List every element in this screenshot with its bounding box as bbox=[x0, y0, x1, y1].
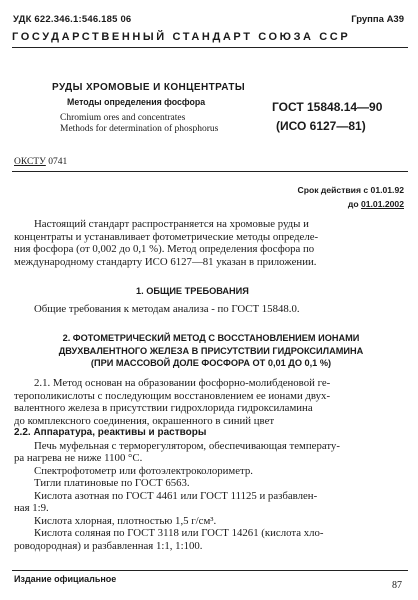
official-edition-label: Издание официальное bbox=[14, 574, 117, 584]
validity-from-label: Срок действия с bbox=[297, 185, 371, 195]
page-number: 87 bbox=[392, 580, 402, 591]
okstu-value: 0741 bbox=[48, 157, 68, 167]
english-title-line-1: Chromium ores and concentrates bbox=[60, 113, 186, 123]
section-2-1-line: до комплексного соединения, окрашенного в синий цвет bbox=[14, 414, 275, 427]
equipment-line: Спектрофотометр или фотоэлектроколориметр. bbox=[34, 464, 253, 477]
section-2-heading bbox=[14, 332, 408, 370]
english-title-line-2: Methods for determination of phosphorus bbox=[60, 124, 219, 134]
section-2-1-line: валентного железа в присутствии гидрохлорида гидроксиламина bbox=[14, 402, 313, 414]
gost-number: ГОСТ 15848.14—90 bbox=[272, 100, 383, 114]
gost-number-block bbox=[272, 98, 382, 136]
okstu-label: ОКСТУ bbox=[14, 157, 46, 167]
title-block-rule bbox=[12, 171, 408, 172]
validity-period bbox=[298, 183, 405, 211]
section-2-1-paragraph bbox=[14, 377, 408, 427]
equipment-line: Кислота хлорная, плотностью 1,5 г/см³. bbox=[34, 514, 217, 527]
equipment-line: Кислота соляная по ГОСТ 3118 или ГОСТ 14261 (кислота хло- bbox=[34, 527, 324, 539]
intro-paragraph bbox=[14, 218, 408, 268]
intro-line: Настоящий стандарт распространяется на хромовые руды и bbox=[34, 218, 309, 230]
group-code: Группа А39 bbox=[351, 14, 404, 25]
validity-from-date: 01.01.92 bbox=[370, 185, 404, 195]
equipment-line: ная 1:9. bbox=[14, 502, 49, 514]
section-1-text bbox=[14, 303, 408, 316]
validity-from bbox=[298, 183, 405, 197]
validity-to-label: до bbox=[347, 199, 361, 209]
equipment-line: ра нагрева не ниже 1100 °C. bbox=[14, 452, 143, 464]
footer-rule bbox=[12, 570, 408, 571]
english-title bbox=[60, 113, 260, 135]
section-2-1-line: терополикислоты с последующим восстановлением ее ионами двух- bbox=[14, 389, 331, 402]
state-standard-banner: ГОСУДАРСТВЕННЫЙ СТАНДАРТ СОЮЗА ССР bbox=[12, 31, 351, 43]
equipment-line: Печь муфельная с терморегулятором, обеспечивающая температу- bbox=[34, 439, 340, 452]
okstu-code bbox=[14, 157, 67, 167]
section-2-heading-line: 2. ФОТОМЕТРИЧЕСКИЙ МЕТОД С ВОССТАНОВЛЕНИЕМ ИОНАМИ bbox=[62, 333, 360, 343]
equipment-line: Кислота азотная по ГОСТ 4461 или ГОСТ 11125 и разбавлен- bbox=[34, 489, 318, 502]
document-title: РУДЫ ХРОМОВЫЕ И КОНЦЕНТРАТЫ bbox=[52, 82, 246, 93]
intro-line: ния фосфора (от 0,002 до 0,1 %). Метод определения фосфора по bbox=[14, 243, 315, 255]
intro-line: концентраты и устанавливает фотометрические методы определе- bbox=[14, 230, 319, 243]
section-2-1-line: 2.1. Метод основан на образовании фосфорно-молибденовой ге- bbox=[34, 377, 331, 389]
equipment-line: Тигли платиновые по ГОСТ 6563. bbox=[34, 477, 190, 489]
udk-code: УДК 622.346.1:546.185 06 bbox=[13, 14, 132, 25]
validity-to bbox=[298, 197, 405, 211]
section-2-heading-line: (ПРИ МАССОВОЙ ДОЛЕ ФОСФОРА ОТ 0,01 ДО 0,1 %) bbox=[90, 358, 332, 368]
document-subtitle: Методы определения фосфора bbox=[67, 97, 206, 107]
header-rule bbox=[12, 47, 408, 48]
section-2-2-block bbox=[14, 427, 408, 552]
intro-line: международному стандарту ИСО 6127—81 указан в приложении. bbox=[14, 255, 317, 268]
section-2-heading-line: ДВУХВАЛЕНТНОГО ЖЕЛЕЗА В ПРИСУТСТВИИ ГИДРОКСИЛАМИНА bbox=[58, 345, 364, 356]
iso-number: (ИСО 6127—81) bbox=[276, 119, 366, 133]
section-1-line: Общие требования к методам анализа - по ГОСТ 15848.0. bbox=[34, 303, 300, 315]
validity-to-date: 01.01.2002 bbox=[360, 199, 404, 209]
section-1-heading: 1. ОБЩИЕ ТРЕБОВАНИЯ bbox=[136, 286, 249, 296]
section-2-2-heading: 2.2. Аппаратура, реактивы и растворы bbox=[14, 427, 207, 438]
equipment-line: роводородная) и разбавленная 1:1, 1:100. bbox=[14, 539, 203, 552]
